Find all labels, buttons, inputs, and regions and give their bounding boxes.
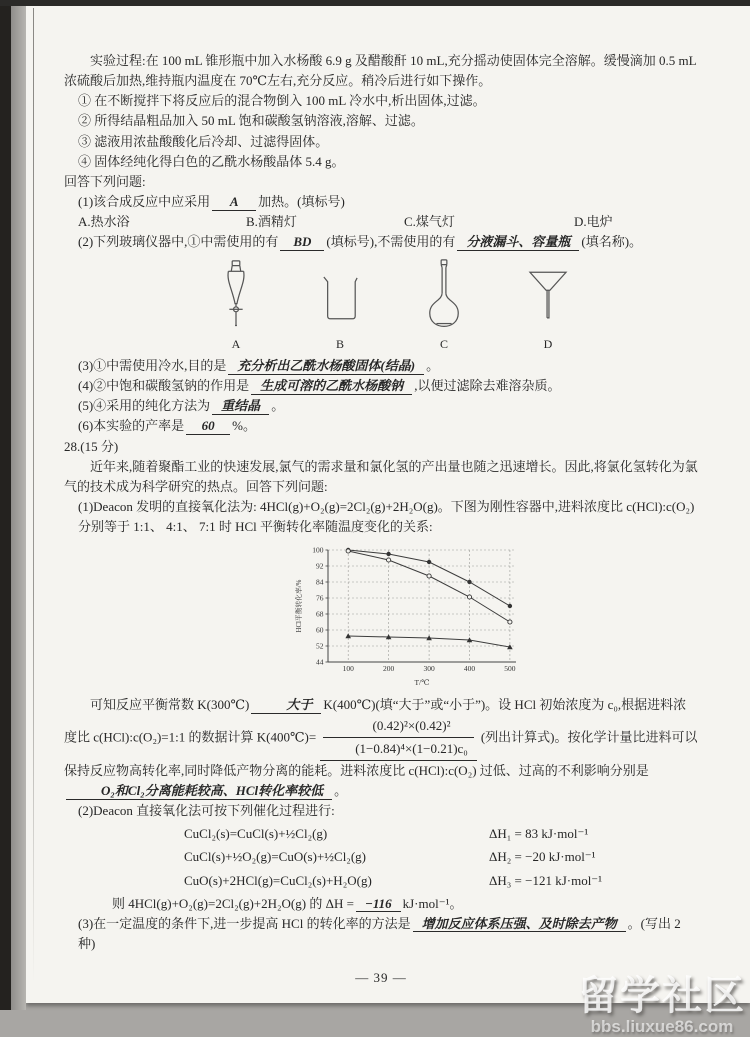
glassware-a (206, 258, 266, 354)
equation-3 (184, 871, 698, 891)
k-compare-text: 可知反应平衡常数 K(300℃) (90, 697, 250, 713)
question-6-answer-blank: 60 (186, 418, 230, 435)
part3-suffix: 。(写出 2 种) (78, 915, 681, 951)
question-28-part1-k (64, 695, 698, 801)
beaker-icon (310, 258, 370, 334)
question-6 (64, 416, 698, 436)
part3-text: (3)在一定温度的条件下,进一步提高 HCl 的转化率的方法是 (78, 915, 411, 931)
question-6-text: (6)本实验的产率是 (78, 418, 185, 434)
question-3-answer-blank: 充分析出乙酰水杨酸固体(结晶) (228, 358, 424, 375)
question-5 (64, 396, 698, 416)
glassware-d-label: D (543, 337, 553, 352)
question-4-text: (4)②中饱和碳酸氢钠的作用是 (78, 378, 250, 394)
equation-2-formula: CuCl(s)+½O₂(g)=CuO(s)+½Cl₂(g) (184, 849, 366, 865)
overall-enthalpy-unit: kJ·mol⁻¹。 (402, 895, 463, 911)
glassware-c (414, 258, 474, 354)
equation-1-formula: CuCl₂(s)=CuCl(s)+½Cl₂(g) (184, 826, 328, 842)
question-28-intro: 近年来,随着聚酯工业的快速发展,氯气的需求量和氯化氢的产出量也随之迅速增长。因此,将氯化氢转化为氯气的技术成为科学研究的热点。回答下列问题: (64, 458, 698, 494)
question-6-suffix: %。 (232, 418, 257, 434)
question-1-options (64, 212, 698, 232)
k-expression-numerator: (0.42)²×(0.42)² (372, 717, 451, 733)
svg-text:68: 68 (316, 609, 324, 619)
k-end: 。 (334, 782, 348, 798)
step-3: ③ 滤液用浓盐酸酸化后冷却、过滤得固体。 (78, 133, 329, 149)
question-28-number: 28.(15 分) (64, 438, 119, 454)
k-expression-fraction (320, 716, 477, 761)
option-d: D.电炉 (574, 214, 613, 230)
question-4-suffix: ,以便过滤除去难溶杂质。 (414, 378, 561, 394)
step-4: ④ 固体经纯化得白色的乙酰水杨酸晶体 5.4 g。 (78, 153, 345, 169)
svg-text:60: 60 (316, 625, 324, 635)
question-2-mid: (填标号),不需使用的有 (326, 234, 456, 250)
k-calc-text: K(400℃)(填“大于”或“小于”)。设 HCl 初始浓度为 c₀,根据进料浓度比 c(HCl):c(O₂)=1:1 的数据计算 K(400℃)= (64, 697, 687, 745)
svg-text:200: 200 (382, 664, 395, 674)
question-3 (64, 356, 698, 376)
svg-text:100: 100 (342, 664, 354, 674)
question-1-suffix: 加热。(填标号) (258, 193, 345, 209)
question-2-text: (2)下列玻璃仪器中,①中需使用的有 (78, 234, 279, 250)
question-28-part2-head: (2)Deacon 直接氧化法可按下列催化过程进行: (78, 803, 335, 819)
glassware-a-label: A (231, 337, 241, 352)
svg-text:100: 100 (312, 545, 324, 555)
equation-1-enthalpy: ΔH₁ = 83 kJ·mol⁻¹ (489, 826, 589, 842)
glassware-c-label: C (439, 337, 448, 352)
experiment-steps (64, 91, 698, 172)
question-2-answer-blank-2: 分液漏斗、容量瓶 (457, 234, 579, 251)
svg-text:500: 500 (504, 664, 516, 674)
glassware-b (310, 258, 370, 354)
svg-text:400: 400 (463, 664, 476, 674)
page-fold-line (33, 8, 34, 983)
question-2-answer-blank-1: BD (280, 234, 324, 251)
watermark-url: bbs.liuxue86.com (590, 1017, 734, 1036)
step-1: ① 在不断搅拌下将反应后的混合物倒入 100 mL 冷水中,析出固体,过滤。 (78, 93, 486, 109)
funnel-icon (518, 258, 578, 334)
equation-3-enthalpy: ΔH₃ = −121 kJ·mol⁻¹ (489, 872, 603, 888)
step-2: ② 所得结晶粗品加入 50 mL 饱和碳酸氢钠溶液,溶解、过滤。 (78, 113, 424, 129)
question-2 (64, 232, 698, 252)
feed-ratio-answer-blank: O₂和Cl₂分离能耗较高、HCl转化率较低 (66, 783, 332, 800)
question-28-part3 (64, 914, 698, 954)
volumetric-flask-icon (414, 258, 474, 334)
k-post-text: (列出计算式)。按化学计量比进料可以保持反应物高转化率,同时降低产物分离的能耗。进料浓度比 c(HCl):c(O₂) 过低、过高的不利影响分别是 (64, 729, 698, 778)
svg-text:T/℃: T/℃ (414, 678, 430, 688)
question-5-suffix: 。 (271, 398, 285, 414)
question-4 (64, 376, 698, 396)
svg-text:92: 92 (316, 561, 324, 571)
question-1-text: (1)该合成反应中应采用 (78, 193, 211, 209)
equation-2-enthalpy: ΔH₂ = −20 kJ·mol⁻¹ (489, 849, 596, 865)
overall-enthalpy-answer-blank: −116 (356, 896, 401, 913)
catalytic-equations (184, 824, 698, 890)
question-3-suffix: 。 (426, 358, 440, 373)
svg-text:52: 52 (316, 641, 324, 651)
experiment-procedure-paragraph: 实验过程:在 100 mL 锥形瓶中加入水杨酸 6.9 g 及醋酸酐 10 mL,充分摇动使固体完全溶解。缓慢滴加 0.5 mL 浓硫酸后加热,维持瓶内温度在 70℃左右,充分反应。稍冷后进行如下操作。 (64, 53, 697, 89)
question-2-suffix: (填名称)。 (581, 234, 643, 250)
question-5-text: (5)④采用的纯化方法为 (78, 398, 211, 414)
hcl-conversion-chart (292, 541, 698, 693)
equation-1 (184, 824, 698, 844)
exam-page (26, 5, 750, 1003)
page-number: — 39 — (355, 970, 407, 986)
watermark (578, 976, 746, 1035)
part3-answer-blank: 增加反应体系压强、及时除去产物 (413, 916, 626, 933)
question-5-answer-blank: 重结晶 (212, 398, 269, 415)
glassware-b-label: B (335, 337, 344, 352)
question-1 (64, 192, 698, 212)
overall-enthalpy-line (112, 894, 698, 914)
overall-enthalpy-text: 则 4HCl(g)+O₂(g)=2Cl₂(g)+2H₂O(g) 的 ΔH = (112, 895, 354, 911)
watermark-logo-text: 留学社区 (578, 974, 746, 1018)
svg-text:HCl平衡转化率/%: HCl平衡转化率/% (296, 579, 303, 633)
scan-edge-left-gray (11, 0, 26, 1010)
equation-3-formula: CuO(s)+2HCl(g)=CuCl₂(s)+H₂O(g) (184, 872, 372, 888)
k-expression-denominator: (1−0.84)⁴×(1−0.21)c₀ (323, 737, 474, 759)
scan-edge-left (0, 0, 11, 1010)
question-3-text: (3)①中需使用冷水,目的是 (78, 358, 227, 373)
question-28-part1-lead: (1)Deacon 发明的直接氧化法为: 4HCl(g)+O₂(g)=2Cl₂(g)+2H₂O(g)。下图为刚性容器中,进料浓度比 c(HCl):c(O₂) 分别等于 1:1、 4:1、 7:1 时 HCl 平衡转化率随温度变化的关系: (78, 498, 695, 535)
answer-prompt: 回答下列问题: (64, 173, 146, 189)
glassware-figures (206, 258, 698, 354)
svg-text:76: 76 (316, 593, 324, 603)
separatory-funnel-icon (206, 258, 266, 334)
option-b: B.酒精灯 (246, 214, 297, 230)
svg-text:84: 84 (316, 577, 324, 587)
option-c: C.煤气灯 (404, 214, 455, 230)
glassware-d (518, 258, 578, 354)
option-a: A.热水浴 (78, 214, 130, 230)
chart-svg (292, 541, 526, 687)
svg-text:44: 44 (316, 657, 324, 667)
equation-2 (184, 847, 698, 867)
question-4-answer-blank: 生成可溶的乙酰水杨酸钠 (251, 378, 412, 395)
k-compare-answer-blank: 大于 (251, 697, 321, 714)
svg-text:300: 300 (423, 664, 435, 674)
question-1-answer-blank: A (212, 194, 256, 211)
scan-edge-top (0, 0, 750, 6)
